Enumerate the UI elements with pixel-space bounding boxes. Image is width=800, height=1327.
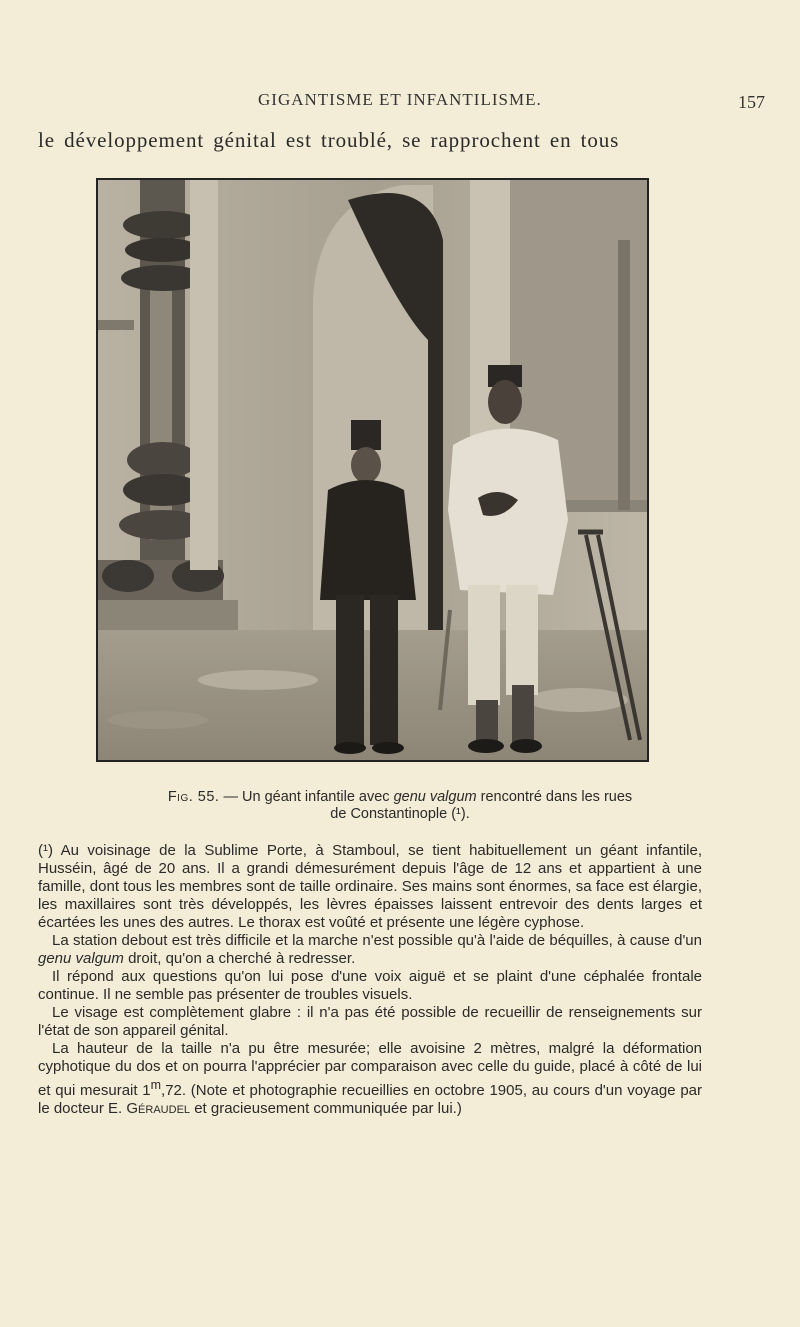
footnote-paragraph-3: Il répond aux questions qu'on lui pose d'une voix aiguë et se plaint d'une céphalée frontale continue. Il ne semble pas présenter de troubles visuels.: [38, 968, 702, 1003]
footnote-text: La hauteur de la taille n'a pu être mesurée; elle avoisine 2 mètres, malgré la déformation cyphotique du dos et on pourra l'apprécier par comparaison avec celle du guide, placé à côté de lui et qui mesurait 1: [38, 1040, 702, 1099]
running-title: GIGANTISME ET INFANTILISME.: [258, 90, 542, 109]
unit-superscript: m: [150, 1078, 162, 1092]
page-number: 157: [738, 92, 765, 112]
figure-photograph: [96, 178, 649, 762]
footnote-paragraph-1: (¹) Au voisinage de la Sublime Porte, à Stamboul, se tient habituellement un géant infantile, Husséin, âgé de 20 ans. Il a grandi démesurément depuis l'âge de 12 ans et appartient à une famille, dont tous les membres sont de taille ordinaire. Ses mains sont énormes, sa face est élargie, les maxillaires sont très développés, les lèvres épaisses laissent entrevoir des dents larges et écartées les unes des autres. Le thorax est voûté et présente une légère cyphose.: [38, 842, 702, 931]
footnote-text: droit, qu'on a cherché à redresser.: [123, 950, 356, 967]
footnote: [38, 842, 702, 1118]
caption-text-b: rencontré dans les rues: [476, 789, 633, 805]
figure-caption: [0, 789, 800, 823]
footnote-paragraph-2: [38, 932, 702, 968]
body-text-line: le développement génital est troublé, se rapprochent en tous: [38, 128, 620, 152]
caption-text-a: — Un géant infantile avec: [219, 789, 394, 805]
footnote-paragraph-5: [38, 1040, 702, 1118]
footnote-text: La station debout est très difficile et la marche n'est possible qu'à l'aide de béquilles, à cause d'un: [52, 932, 702, 949]
footnote-term: genu valgum: [38, 950, 124, 967]
caption-line-2: de Constantinople (¹).: [330, 806, 470, 822]
footnote-paragraph-4: Le visage est complètement glabre : il n'a pas été possible de recueillir de renseignements sur l'état de son appareil génital.: [38, 1004, 702, 1039]
author-name: Géraudel: [126, 1100, 191, 1117]
caption-term: genu valgum: [393, 789, 477, 805]
figure-label: Fig. 55.: [167, 789, 220, 805]
footnote-text: et gracieusement communiquée par lui.): [190, 1100, 462, 1117]
footnote-text: ,72. (Note et photographie recueillies en octobre 1905, au cours d'un voyage par le docteur E.: [38, 1082, 703, 1117]
